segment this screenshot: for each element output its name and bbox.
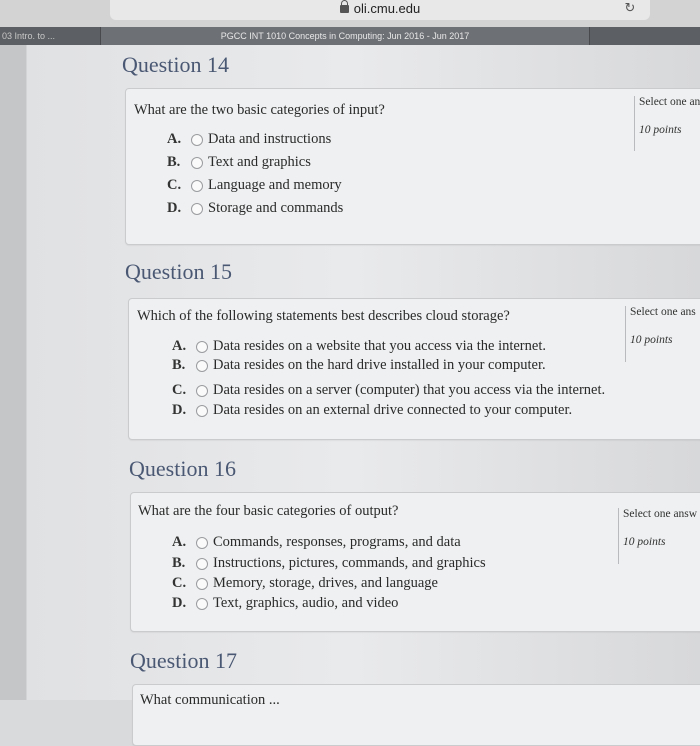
option-text: Data resides on an external drive connected to your computer.	[213, 402, 573, 418]
url-field[interactable]	[110, 0, 650, 20]
radio-button[interactable]	[191, 203, 203, 215]
lock-icon	[340, 5, 349, 13]
option-text: Commands, responses, programs, and data	[213, 534, 461, 550]
tab-bar	[0, 27, 700, 45]
answer-info	[634, 96, 700, 151]
tab-active[interactable]: PGCC INT 1010 Concepts in Computing: Jun 2016 - Jun 2017	[100, 27, 590, 45]
option-letter: B.	[172, 555, 186, 571]
option-d[interactable]	[172, 402, 572, 419]
option-letter: A.	[172, 534, 187, 550]
option-a[interactable]	[172, 338, 546, 355]
option-a[interactable]	[167, 131, 331, 148]
option-letter: D.	[172, 402, 187, 418]
option-c[interactable]	[172, 382, 605, 399]
option-c[interactable]	[172, 575, 438, 592]
option-b[interactable]	[167, 154, 311, 171]
option-letter: A.	[167, 131, 182, 147]
radio-button[interactable]	[196, 341, 208, 353]
option-text: Data and instructions	[208, 131, 332, 147]
option-letter: D.	[172, 595, 187, 611]
option-text: Instructions, pictures, commands, and graphics	[213, 555, 486, 571]
radio-button[interactable]	[196, 385, 208, 397]
question-prompt: What are the four basic categories of output?	[138, 503, 399, 519]
option-a[interactable]	[172, 534, 461, 551]
option-d[interactable]	[172, 595, 398, 612]
option-text: Text and graphics	[208, 154, 311, 170]
question-prompt: What communication ...	[140, 692, 280, 708]
answer-info	[625, 306, 696, 362]
radio-button[interactable]	[191, 157, 203, 169]
option-text: Text, graphics, audio, and video	[213, 595, 399, 611]
option-d[interactable]	[167, 200, 343, 217]
option-letter: C.	[172, 575, 187, 591]
radio-button[interactable]	[196, 578, 208, 590]
select-hint: Select one an	[639, 96, 700, 108]
url-text: oli.cmu.edu	[353, 1, 421, 16]
option-c[interactable]	[167, 177, 342, 194]
option-letter: D.	[167, 200, 182, 216]
option-letter: A.	[172, 338, 187, 354]
radio-button[interactable]	[191, 180, 203, 192]
address-bar	[0, 0, 700, 28]
points-label: 10 points	[630, 334, 673, 346]
option-text: Language and memory	[208, 177, 342, 193]
question-heading: Question 15	[125, 259, 232, 284]
reload-icon: ↻	[624, 1, 636, 16]
reload-button[interactable]	[612, 0, 648, 20]
option-b[interactable]	[172, 555, 486, 572]
option-letter: C.	[172, 382, 187, 398]
option-letter: C.	[167, 177, 182, 193]
option-b[interactable]	[172, 357, 546, 374]
radio-button[interactable]	[196, 537, 208, 549]
points-label: 10 points	[639, 124, 682, 136]
option-letter: B.	[172, 357, 186, 373]
radio-button[interactable]	[196, 405, 208, 417]
select-hint: Select one answ	[623, 508, 698, 520]
option-text: Data resides on the hard drive installed in your computer.	[213, 357, 546, 373]
tab-intro[interactable]: 03 Intro. to ...	[2, 31, 56, 41]
radio-button[interactable]	[196, 558, 208, 570]
option-text: Memory, storage, drives, and language	[213, 575, 438, 591]
question-prompt: Which of the following statements best describes cloud storage?	[137, 308, 510, 324]
answer-info	[618, 508, 697, 564]
option-text: Data resides on a server (computer) that you access via the internet.	[213, 382, 606, 398]
radio-button[interactable]	[196, 360, 208, 372]
option-text: Storage and commands	[208, 200, 344, 216]
option-letter: B.	[167, 154, 181, 170]
question-heading: Question 17	[130, 648, 237, 673]
question-prompt: What are the two basic categories of input?	[134, 102, 385, 118]
points-label: 10 points	[623, 536, 666, 548]
select-hint: Select one ans	[630, 306, 696, 318]
option-text: Data resides on a website that you access via the internet.	[213, 338, 546, 354]
question-heading: Question 14	[122, 52, 229, 77]
question-heading: Question 16	[129, 456, 236, 481]
radio-button[interactable]	[191, 134, 203, 146]
radio-button[interactable]	[196, 598, 208, 610]
